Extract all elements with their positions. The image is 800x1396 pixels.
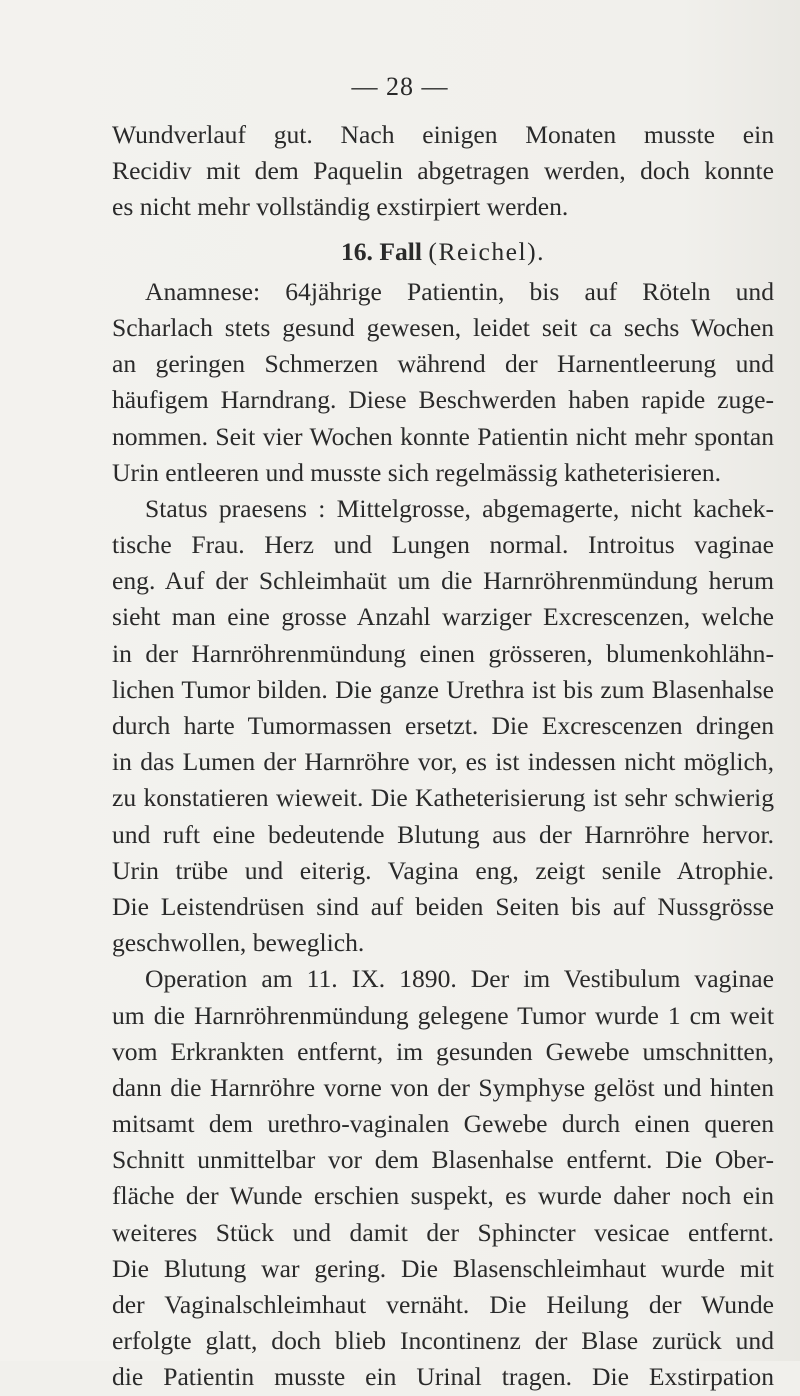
text-line: weiteres Stück und damit der Sphincter vesicae entfernt. — [112, 1217, 774, 1247]
text-line: dann die Harnröhre vorne von der Symphyse gelöst und hinten — [112, 1072, 774, 1102]
body-text — [112, 117, 774, 1396]
text-line: und ruft eine bedeutende Blutung aus der Harnröhre hervor. — [112, 819, 774, 849]
text-line: in das Lumen der Harnröhre vor, es ist indessen nicht möglich, — [112, 747, 774, 777]
text-line: fläche der Wunde erschien suspekt, es wurde daher noch ein — [112, 1181, 774, 1211]
text-line: häufigem Harndrang. Diese Beschwerden haben rapide zuge- — [112, 385, 774, 415]
text-line: durch harte Tumormassen ersetzt. Die Excrescenzen dringen — [112, 711, 774, 740]
text-line: sieht man eine grosse Anzahl warziger Excrescenzen, welche — [112, 602, 774, 632]
case-number: 16. — [340, 236, 373, 266]
text-line: eng. Auf der Schleimhaüt um die Harnröhrenmündung herum — [112, 566, 774, 596]
text-line: erfolgte glatt, doch blieb Incontinenz der Blase zurück und — [112, 1326, 774, 1356]
text-line: vom Erkrankten entfernt, im gesunden Gewebe umschnitten, — [112, 1036, 774, 1066]
text-line: es nicht mehr vollständig exstirpiert werden. — [112, 192, 569, 222]
text-line: tische Frau. Herz und Lungen normal. Introitus vaginae — [112, 530, 774, 560]
case-author: (Reichel). — [428, 236, 546, 266]
text-line: in der Harnröhrenmündung einen grösseren, blumenkohlähn- — [112, 638, 774, 668]
text-line: Anamnese: 64jährige Patientin, bis auf Röteln und — [145, 276, 774, 306]
text-line: mitsamt dem urethro-vaginalen Gewebe durch einen queren — [112, 1109, 774, 1139]
text-line: zu konstatieren wieweit. Die Katheterisierung ist sehr schwierig — [112, 783, 774, 813]
text-line: Operation am 11. IX. 1890. Der im Vestibulum vaginae — [145, 964, 774, 994]
text-line: Wundverlauf gut. Nach einigen Monaten musste ein — [112, 120, 774, 149]
case-heading — [112, 234, 774, 270]
page-number: — 28 — — [351, 72, 449, 101]
text-line: Recidiv mit dem Paquelin abgetragen werden, doch konnte — [112, 156, 774, 186]
text-line: an geringen Schmerzen während der Harnentleerung und — [112, 349, 774, 379]
text-line: die Patientin musste ein Urinal tragen. Die Exstirpation — [112, 1362, 774, 1392]
text-line: Urin entleeren und musste sich regelmässig katheterisieren. — [112, 457, 722, 487]
text-line: Die Leistendrüsen sind auf beiden Seiten bis auf Nussgrösse — [112, 891, 774, 921]
text-line: geschwollen, beweglich. — [112, 928, 365, 958]
text-line: Status praesens : Mittelgrosse, abgemagerte, nicht kachek- — [145, 493, 774, 523]
text-line: Scharlach stets gesund gewesen, leidet seit ca sechs Wochen — [112, 312, 774, 342]
text-line: nommen. Seit vier Wochen konnte Patientin nicht mehr spontan — [112, 421, 774, 451]
text-line: Urin trübe und eiterig. Vagina eng, zeigt senile Atrophie. — [112, 855, 774, 885]
text-line: lichen Tumor bilden. Die ganze Urethra ist bis zum Blasenhalse — [112, 674, 774, 704]
text-line: Schnitt unmittelbar vor dem Blasenhalse entfernt. Die Ober- — [112, 1145, 774, 1175]
text-line: um die Harnröhrenmündung gelegene Tumor wurde 1 cm weit — [112, 1000, 774, 1030]
case-label: Fall — [379, 236, 423, 266]
text-line: Die Blutung war gering. Die Blasenschleimhaut wurde mit — [112, 1253, 774, 1283]
text-line: der Vaginalschleimhaut vernäht. Die Heilung der Wunde — [112, 1290, 774, 1319]
